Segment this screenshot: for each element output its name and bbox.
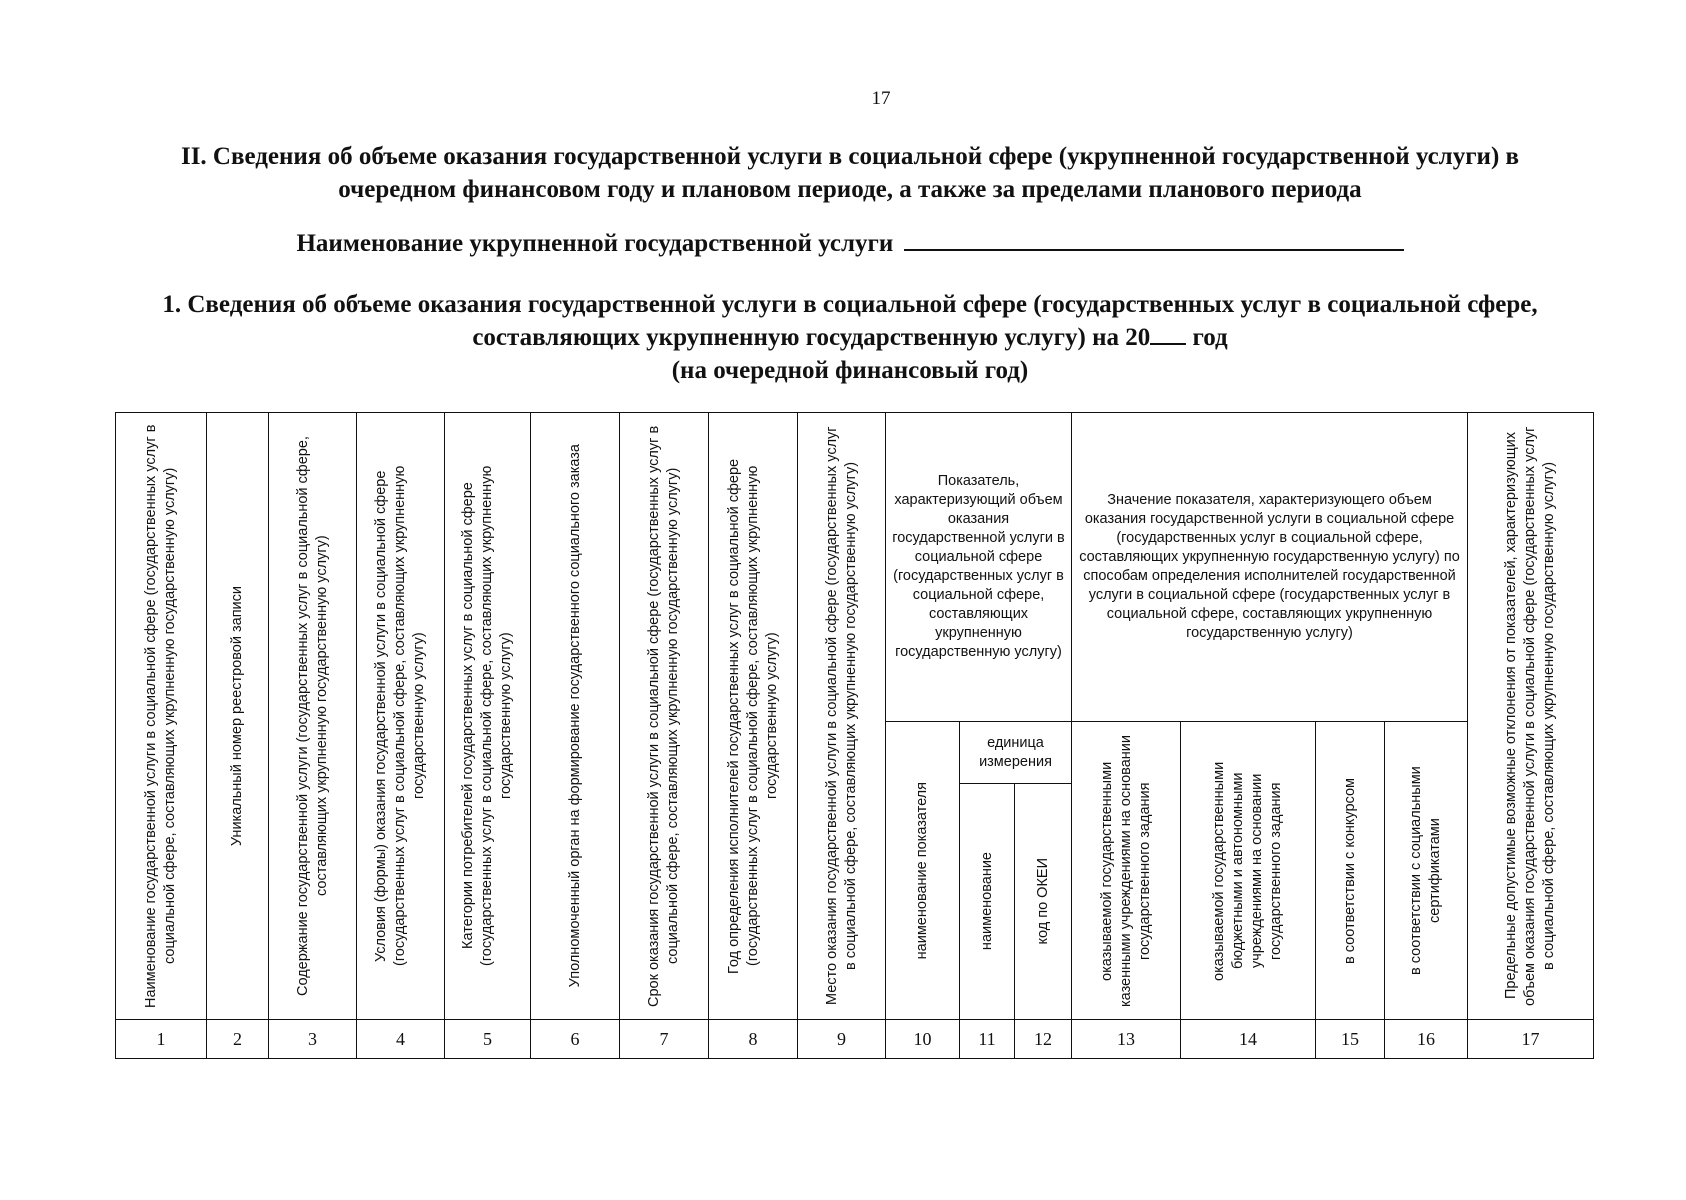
subsection-title-part1: 1. Сведения об объеме оказания государственной услуги в социальной сфере (государственных услуг в социальной сфере, составляющих укрупненную государственную услугу) на 20: [162, 291, 1538, 351]
column-number: 5: [445, 1020, 531, 1059]
header-col-12: код по ОКЕИ: [1015, 784, 1072, 1020]
service-name-label: Наименование укрупненной государственной услуги: [296, 230, 894, 257]
header-indicator-group: Показатель, характеризующий объем оказания государственной услуги в социальной сфере (государственных услуг в социальной сфере, составляющих укрупненную государственную услугу): [886, 413, 1072, 722]
header-col-15: в соответствии с конкурсом: [1316, 722, 1385, 1020]
column-number: 11: [960, 1020, 1015, 1059]
volume-table: [115, 412, 1594, 1059]
column-number: 8: [709, 1020, 798, 1059]
column-number: 10: [886, 1020, 960, 1059]
column-number: 1: [116, 1020, 207, 1059]
column-number-row: [116, 1020, 1594, 1059]
header-col-16: в соответствии с социальными сертификатами: [1385, 722, 1468, 1020]
header-col-14: оказываемой государственными бюджетными и автономными учреждениями на основании государственного задания: [1181, 722, 1316, 1020]
header-col-17: Предельные допустимые возможные отклонения от показателей, характеризующих объем оказания государственной услуги в социальной сфере (государственных услуг в социальной сфере, составляющих укрупненную государственную услугу): [1468, 413, 1594, 1020]
subsection-title-part3: (на очередной финансовый год): [671, 357, 1029, 384]
header-col-5: Категории потребителей государственных услуг в социальной сфере (государственных услуг в социальной сфере, составляющих укрупненную государственную услугу): [445, 413, 531, 1020]
column-number: 2: [207, 1020, 269, 1059]
subsection-title-part2: год: [1192, 324, 1228, 351]
column-number: 7: [620, 1020, 709, 1059]
service-name-line: [150, 227, 1550, 260]
header-col-10: наименование показателя: [886, 722, 960, 1020]
column-number: 14: [1181, 1020, 1316, 1059]
subsection-title: [150, 288, 1550, 387]
column-number: 9: [798, 1020, 886, 1059]
year-blank: [1150, 323, 1186, 345]
header-col-1: Наименование государственной услуги в социальной сфере (государственных услуг в социальной сфере, составляющих укрупненную государственную услугу): [116, 413, 207, 1020]
header-col-9: Место оказания государственной услуги в социальной сфере (государственных услуг в социальной сфере, составляющих укрупненную государственную услугу): [798, 413, 886, 1020]
column-number: 12: [1015, 1020, 1072, 1059]
column-number: 3: [269, 1020, 357, 1059]
header-col-13: оказываемой государственными казенными учреждениями на основании государственного задания: [1072, 722, 1181, 1020]
column-number: 16: [1385, 1020, 1468, 1059]
page-number: 17: [871, 88, 891, 109]
column-number: 4: [357, 1020, 445, 1059]
header-unit-group: единица измерения: [960, 722, 1072, 784]
header-col-2: Уникальный номер реестровой записи: [207, 413, 269, 1020]
column-number: 15: [1316, 1020, 1385, 1059]
column-number: 13: [1072, 1020, 1181, 1059]
service-name-blank: [904, 227, 1404, 251]
header-col-6: Уполномоченный орган на формирование государственного социального заказа: [531, 413, 620, 1020]
header-col-8: Год определения исполнителей государственных услуг в социальной сфере (государственных услуг в социальной сфере, составляющих укрупненную государственную услугу): [709, 413, 798, 1020]
section-title: II. Сведения об объеме оказания государственной услуги в социальной сфере (укрупненной государственной услуги) в очередном финансовом году и плановом периоде, а также за пределами планового периода: [180, 143, 1520, 203]
column-number: 6: [531, 1020, 620, 1059]
header-col-7: Срок оказания государственной услуги в социальной сфере (государственных услуг в социальной сфере, составляющих укрупненную государственную услугу): [620, 413, 709, 1020]
header-col-3: Содержание государственной услуги (государственных услуг в социальной сфере, составляющих укрупненную государственную услугу): [269, 413, 357, 1020]
column-number: 17: [1468, 1020, 1594, 1059]
header-col-4: Условия (формы) оказания государственной услуги в социальной сфере (государственных услуг в социальной сфере, составляющих укрупненную государственную услугу): [357, 413, 445, 1020]
header-col-11: наименование: [960, 784, 1015, 1020]
header-value-group: Значение показателя, характеризующего объем оказания государственной услуги в социальной сфере (государственных услуг в социальной сфере, составляющих укрупненную государственную услугу) по способам определения исполнителей государственной услуги в социальной сфере (государственных услуг в социальной сфере, составляющих укрупненную государственную услугу): [1072, 413, 1468, 722]
